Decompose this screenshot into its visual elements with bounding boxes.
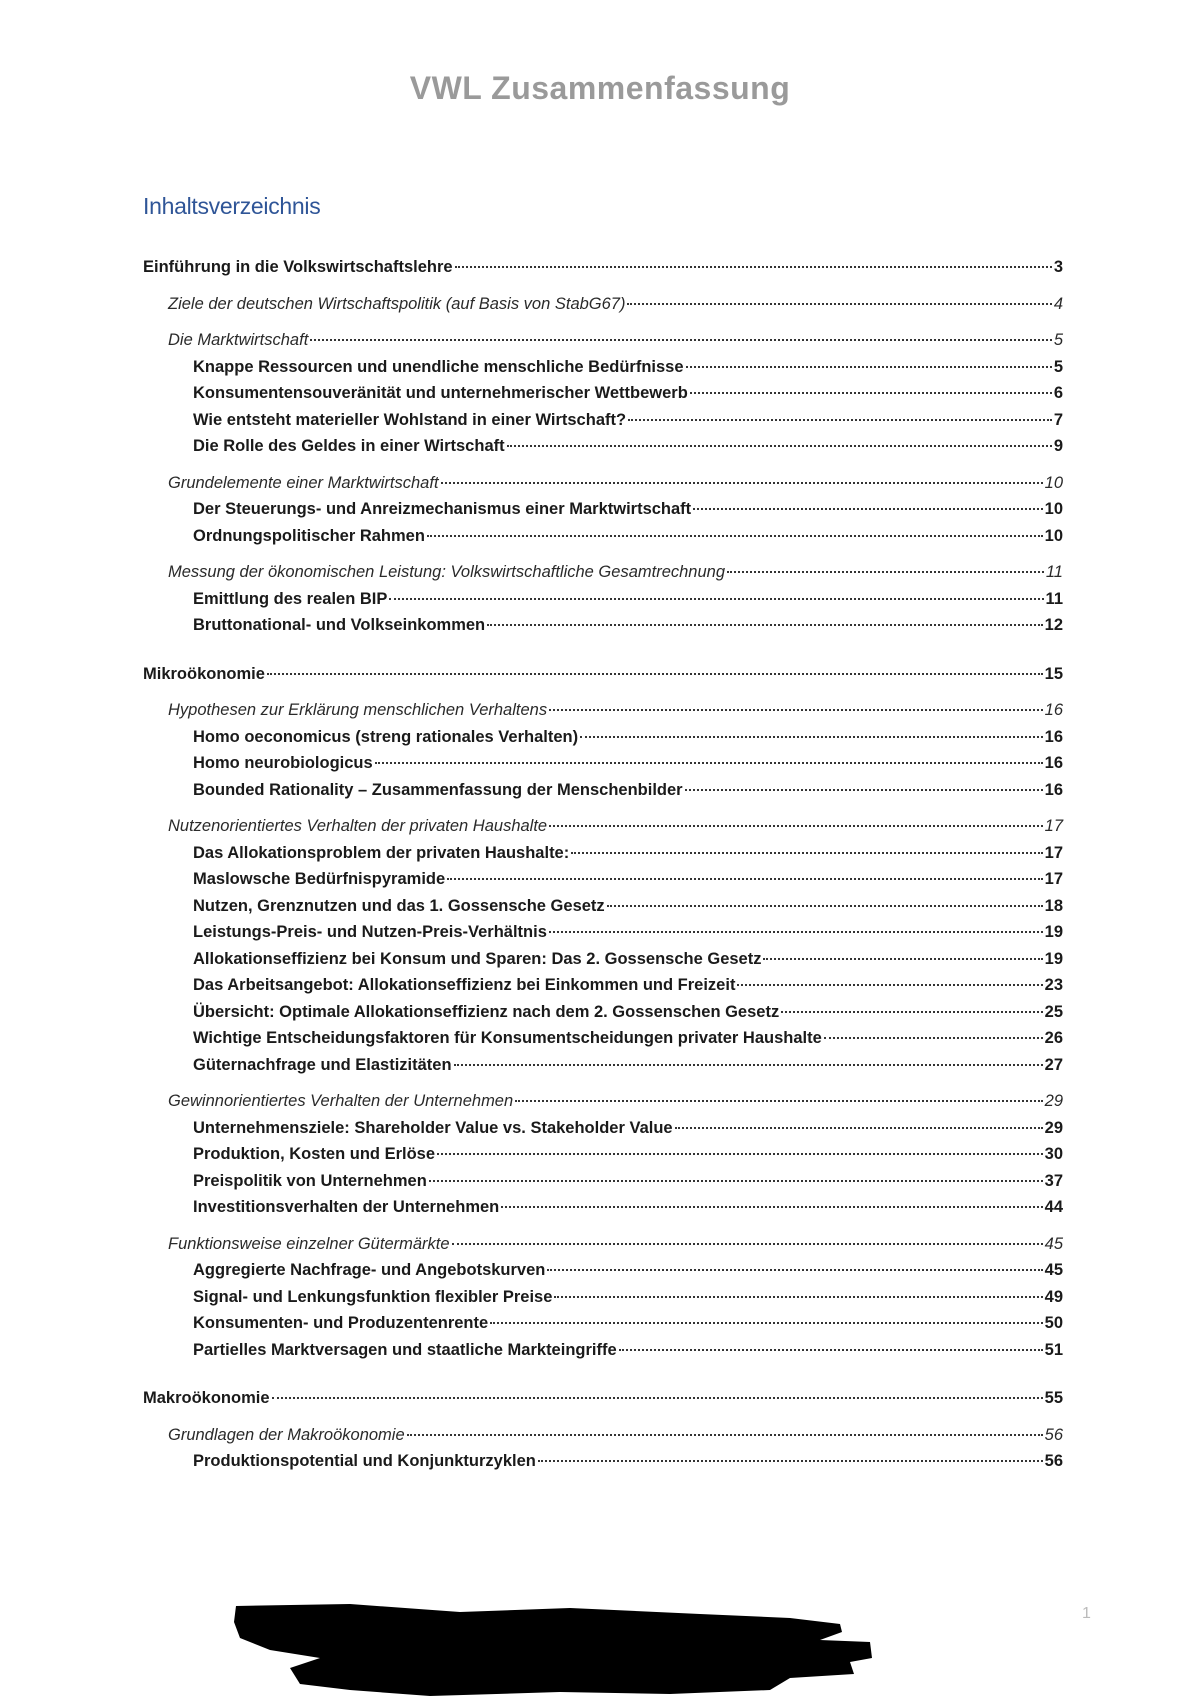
toc-entry-level-3[interactable] [193, 497, 1063, 521]
toc-entry-page: 25 [1044, 1002, 1063, 1021]
toc-entry-title: Produktion, Kosten und Erlöse [193, 1145, 436, 1163]
dot-leader [685, 788, 1043, 791]
toc-entry-level-2[interactable] [168, 1232, 1063, 1256]
dot-leader [727, 570, 1044, 573]
dot-leader [628, 418, 1052, 421]
toc-entry-title: Emittlung des realen BIP [193, 589, 388, 608]
toc-entry-title: Preispolitik von Unternehmen [193, 1171, 427, 1190]
toc-entry-level-3[interactable] [193, 894, 1063, 918]
toc-entry-page: 50 [1044, 1314, 1063, 1332]
toc-entry-title: Leistungs-Preis- und Nutzen-Preis-Verhältnis [193, 923, 547, 941]
toc-entry-title: Signal- und Lenkungsfunktion flexibler Preise [193, 1287, 553, 1306]
dot-leader [824, 1036, 1043, 1039]
toc-entry-title: Homo neurobiologicus [193, 754, 373, 772]
dot-leader [310, 338, 1052, 341]
toc-entry-level-3[interactable] [193, 587, 1063, 611]
dot-leader [375, 761, 1043, 764]
toc-entry-level-3[interactable] [193, 1026, 1063, 1050]
toc-entry-page: 5 [1053, 331, 1063, 349]
toc-entry-page: 16 [1044, 754, 1063, 772]
toc-entry-level-3[interactable] [193, 1258, 1063, 1282]
toc-entry-level-3[interactable] [193, 867, 1063, 891]
toc-entry-level-3[interactable] [193, 778, 1063, 802]
toc-entry-level-2[interactable] [168, 698, 1063, 722]
toc-entry-page: 16 [1044, 727, 1063, 746]
toc-entry-level-3[interactable] [193, 408, 1063, 432]
toc-entry-level-3[interactable] [193, 751, 1063, 775]
redaction-mark [230, 1598, 930, 1698]
toc-entry-level-3[interactable] [193, 434, 1063, 458]
toc-entry-page: 29 [1044, 1092, 1063, 1110]
toc-entry-level-3[interactable] [193, 947, 1063, 971]
dot-leader [549, 930, 1043, 933]
toc-entry-level-3[interactable] [193, 524, 1063, 548]
toc-entry-title: Das Arbeitsangebot: Allokationseffizienz bei Einkommen und Freizeit [193, 976, 736, 994]
toc-entry-page: 44 [1044, 1198, 1063, 1216]
toc-entry-level-3[interactable] [193, 973, 1063, 997]
toc-entry-title: Allokationseffizienz bei Konsum und Sparen: Das 2. Gossensche Gesetz [193, 949, 762, 968]
document-title: VWL Zusammenfassung [409, 70, 791, 106]
toc-entry-page: 17 [1044, 817, 1063, 835]
toc-entry-level-3[interactable] [193, 1195, 1063, 1219]
toc-entry-title: Produktionspotential und Konjunkturzyklen [193, 1452, 536, 1470]
toc-entry-title: Unternehmensziele: Shareholder Value vs. Stakeholder Value [193, 1118, 673, 1137]
toc-entry-title: Partielles Marktversagen und staatliche Markteingriffe [193, 1340, 617, 1359]
toc-entry-page: 9 [1053, 437, 1063, 455]
toc-entry-page: 45 [1044, 1261, 1063, 1279]
dot-leader [507, 444, 1052, 447]
dot-leader [571, 851, 1042, 854]
toc-entry-page: 23 [1044, 976, 1063, 994]
toc-entry-page: 16 [1044, 701, 1063, 719]
toc-entry-page: 12 [1044, 616, 1063, 634]
toc-entry-level-2[interactable] [168, 560, 1063, 584]
toc-entry-level-3[interactable] [193, 1142, 1063, 1166]
toc-entry-page: 56 [1044, 1425, 1063, 1444]
dot-leader [619, 1348, 1043, 1351]
dot-leader [549, 824, 1043, 827]
toc-entry-page: 17 [1044, 870, 1063, 888]
toc-entry-level-2[interactable] [168, 292, 1063, 316]
toc-entry-title: Mikroökonomie [143, 664, 265, 683]
toc-entry-level-3[interactable] [193, 841, 1063, 865]
dot-leader [272, 1396, 1043, 1399]
dot-leader [549, 708, 1043, 711]
dot-leader [607, 904, 1043, 907]
toc-entry-level-2[interactable] [168, 471, 1063, 495]
dot-leader [437, 1152, 1043, 1155]
toc-entry-title: Konsumenten- und Produzentenrente [193, 1314, 489, 1332]
toc-entry-title: Makroökonomie [143, 1389, 270, 1407]
toc-entry-title: Ordnungspolitischer Rahmen [193, 526, 425, 545]
toc-entry-page: 10 [1044, 526, 1063, 545]
dot-leader [441, 481, 1043, 484]
toc-entry-page: 26 [1044, 1029, 1063, 1047]
toc-entry-page: 45 [1044, 1234, 1063, 1253]
toc-entry-page: 5 [1053, 357, 1063, 376]
toc-entry-title: Das Allokationsproblem der privaten Haushalte: [193, 843, 570, 862]
toc-entry-title: Die Rolle des Geldes in einer Wirtschaft [193, 437, 505, 455]
dot-leader [454, 1063, 1043, 1066]
toc-entry-title: Homo oeconomicus (streng rationales Verhalten) [193, 727, 579, 746]
dot-leader [267, 672, 1043, 675]
toc-entry-level-3[interactable] [193, 355, 1063, 379]
dot-leader [538, 1459, 1043, 1462]
toc-entry-level-3[interactable] [193, 1000, 1063, 1024]
toc-entry-title: Nutzenorientiertes Verhalten der privaten Haushalte [168, 817, 548, 835]
toc-entry-title: Konsumentensouveränität und unternehmerischer Wettbewerb [193, 384, 688, 402]
dot-leader [763, 957, 1042, 960]
toc-entry-level-3[interactable] [193, 1169, 1063, 1193]
toc-entry-title: Maslowsche Bedürfnispyramide [193, 870, 446, 888]
toc-entry-title: Grundelemente einer Marktwirtschaft [168, 473, 439, 492]
dot-leader [693, 507, 1042, 510]
toc-entry-page: 19 [1044, 949, 1063, 968]
toc-entry-level-3[interactable] [193, 1338, 1063, 1362]
toc-entry-page: 16 [1044, 780, 1063, 799]
dot-leader [490, 1321, 1042, 1324]
toc-entry-page: 4 [1053, 294, 1063, 313]
toc-entry-level-3[interactable] [193, 1116, 1063, 1140]
toc-entry-level-2[interactable] [168, 1089, 1063, 1113]
toc-entry-page: 11 [1045, 589, 1063, 608]
toc-entry-page: 6 [1053, 384, 1063, 402]
toc-entry-page: 15 [1044, 664, 1063, 683]
toc-entry-level-1[interactable] [143, 255, 1063, 279]
toc-entry-title: Wie entsteht materieller Wohlstand in einer Wirtschaft? [193, 410, 627, 429]
toc-entry-title: Investitionsverhalten der Unternehmen [193, 1198, 500, 1216]
toc-entry-page: 10 [1044, 500, 1063, 518]
dot-leader [455, 265, 1052, 268]
toc-entry-level-1[interactable] [143, 1386, 1063, 1410]
toc-entry-title: Knappe Ressourcen und unendliche menschliche Bedürfnisse [193, 357, 684, 376]
toc-entry-title: Einführung in die Volkswirtschaftslehre [143, 258, 453, 276]
dot-leader [627, 302, 1051, 305]
toc-entry-level-3[interactable] [193, 1053, 1063, 1077]
dot-leader [427, 534, 1043, 537]
toc-entry-title: Gewinnorientiertes Verhalten der Unternehmen [168, 1092, 514, 1110]
toc-entry-title: Die Marktwirtschaft [168, 331, 309, 349]
toc-entry-title: Übersicht: Optimale Allokationseffizienz nach dem 2. Gossenschen Gesetz [193, 1002, 780, 1021]
toc-entry-level-3[interactable] [193, 1449, 1063, 1473]
toc-entry-title: Güternachfrage und Elastizitäten [193, 1055, 452, 1074]
toc-entry-page: 29 [1044, 1118, 1063, 1137]
toc-entry-page: 51 [1044, 1340, 1063, 1359]
toc-entry-level-2[interactable] [168, 1423, 1063, 1447]
toc-entry-page: 37 [1044, 1171, 1063, 1190]
toc-entry-title: Ziele der deutschen Wirtschaftspolitik (auf Basis von StabG67) [168, 294, 626, 313]
toc-entry-level-3[interactable] [193, 613, 1063, 637]
toc-entry-title: Funktionsweise einzelner Gütermärkte [168, 1234, 450, 1253]
toc-entry-page: 27 [1044, 1055, 1063, 1074]
toc-entry-level-3[interactable] [193, 725, 1063, 749]
toc-entry-title: Nutzen, Grenznutzen und das 1. Gossensche Gesetz [193, 896, 605, 915]
toc-entry-level-3[interactable] [193, 920, 1063, 944]
toc-entry-title: Hypothesen zur Erklärung menschlichen Verhaltens [168, 701, 548, 719]
dot-leader [389, 597, 1043, 600]
toc-entry-level-2[interactable] [168, 814, 1063, 838]
toc-entry-page: 30 [1044, 1145, 1063, 1163]
dot-leader [580, 735, 1043, 738]
toc-entry-title: Messung der ökonomischen Leistung: Volkswirtschaftliche Gesamtrechnung [168, 563, 726, 581]
toc-entry-page: 7 [1053, 410, 1063, 429]
toc-entry-page: 55 [1044, 1389, 1063, 1407]
toc-entry-page: 11 [1045, 563, 1063, 581]
dot-leader [547, 1268, 1042, 1271]
dot-leader [407, 1433, 1043, 1436]
dot-leader [781, 1010, 1042, 1013]
toc-entry-title: Bounded Rationality – Zusammenfassung der Menschenbilder [193, 780, 683, 799]
toc-entry-title: Grundlagen der Makroökonomie [168, 1425, 405, 1444]
page-number: 1 [1082, 1605, 1091, 1622]
dot-leader [452, 1242, 1043, 1245]
toc-heading: Inhaltsverzeichnis [143, 193, 321, 219]
toc-entry-level-3[interactable] [193, 381, 1063, 405]
toc-entry-page: 17 [1044, 843, 1063, 862]
dot-leader [737, 983, 1042, 986]
toc-entry-level-3[interactable] [193, 1311, 1063, 1335]
toc-entry-page: 3 [1053, 258, 1063, 276]
toc-entry-title: Aggregierte Nachfrage- und Angebotskurven [193, 1261, 546, 1279]
toc-entry-title: Bruttonational- und Volkseinkommen [193, 616, 486, 634]
dot-leader [447, 877, 1042, 880]
toc-entry-level-2[interactable] [168, 328, 1063, 352]
dot-leader [487, 623, 1043, 626]
toc-entry-page: 56 [1044, 1452, 1063, 1470]
toc-entry-level-3[interactable] [193, 1285, 1063, 1309]
dot-leader [515, 1099, 1042, 1102]
toc-entry-page: 19 [1044, 923, 1063, 941]
toc-entry-level-1[interactable] [143, 662, 1063, 686]
dot-leader [429, 1179, 1043, 1182]
toc-entry-page: 10 [1044, 473, 1063, 492]
toc-entry-page: 49 [1044, 1287, 1063, 1306]
toc-entry-title: Wichtige Entscheidungsfaktoren für Konsumentscheidungen privater Haushalte [193, 1029, 822, 1047]
toc-entry-title: Der Steuerungs- und Anreizmechanismus einer Marktwirtschaft [193, 500, 692, 518]
dot-leader [501, 1205, 1042, 1208]
dot-leader [554, 1295, 1042, 1298]
dot-leader [690, 391, 1052, 394]
dot-leader [686, 365, 1052, 368]
toc-entry-page: 18 [1044, 896, 1063, 915]
dot-leader [675, 1126, 1043, 1129]
